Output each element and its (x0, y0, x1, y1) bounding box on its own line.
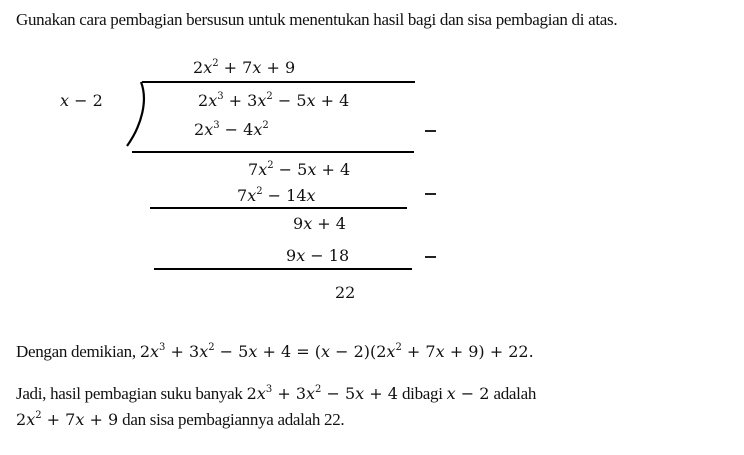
minus-sign-2 (425, 193, 436, 195)
conclusion-prefix-1: Dengan demikian, (16, 342, 136, 361)
conclusion-suffix: adalah (493, 384, 537, 403)
subtract-step-1: $2x^3 - 4x^2$ (194, 120, 269, 139)
conclusion-dividend: $2x^3 + 3x^2 - 5x + 4$ (246, 384, 398, 403)
conclusion-quotient: $2x^2 + 7x + 9$ (16, 410, 119, 429)
instruction-text: Gunakan cara pembagian bersusun untuk menentukan hasil bagi dan sisa pembagian di atas. (16, 10, 618, 29)
identity-equation: $2x^3 + 3x^2 - 5x + 4 = (x - 2)(2x^2 + 7x + 9) + 22$. (139, 342, 534, 361)
quotient: $2x^2 + 7x + 9$ (193, 58, 296, 77)
remainder-step-2: 9x + 4 (293, 214, 346, 233)
conclusion-line-3 (16, 410, 344, 430)
conclusion-mid: dibagi (401, 384, 443, 403)
subtract-step-2: $7x^2 - 14x$ (237, 186, 316, 205)
divisor: x − 2 (60, 91, 103, 110)
remainder-step-1: $7x^2 - 5x + 4$ (248, 160, 351, 179)
conclusion-line-1 (16, 342, 534, 362)
subtract-step-3: 9x − 18 (286, 246, 350, 265)
division-bracket-icon (124, 80, 148, 150)
minus-sign-3 (425, 256, 436, 258)
final-remainder: 22 (335, 283, 356, 302)
subtract-line-2 (150, 207, 407, 209)
minus-sign-1 (425, 130, 436, 132)
conclusion-remainder-text: dan sisa pembagiannya adalah 22. (122, 410, 345, 429)
division-bar (142, 81, 415, 83)
subtract-line-1 (132, 151, 414, 153)
dividend: $2x^3 + 3x^2 - 5x + 4$ (198, 91, 350, 110)
conclusion-divisor: x − 2 (446, 384, 490, 403)
conclusion-line-2 (16, 384, 536, 404)
conclusion-prefix-2: Jadi, hasil pembagian suku banyak (16, 384, 243, 403)
subtract-line-3 (154, 268, 412, 270)
